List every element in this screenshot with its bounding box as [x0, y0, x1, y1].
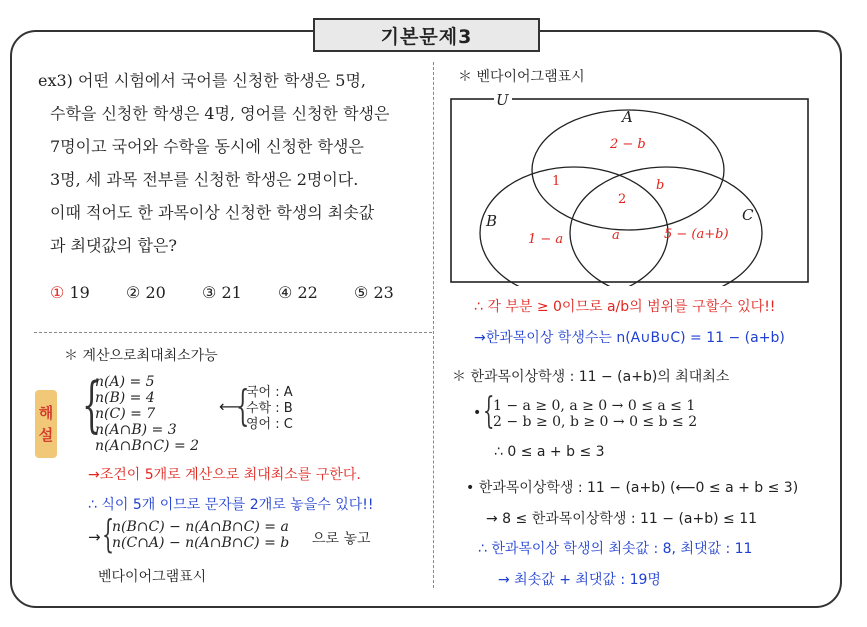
region-c-only: 5 − (a+b) — [664, 227, 729, 242]
venn-diagram — [448, 88, 818, 286]
region-a-b-c: 2 — [618, 192, 627, 207]
note-blue: ∴ 식이 5개 이므로 문자를 2개로 놓을수 있다!! — [88, 497, 374, 513]
venn-heading: ＊ 벤다이어그램표시 — [458, 69, 585, 85]
range-brace: { — [483, 391, 495, 432]
option-1[interactable]: ① 19 — [50, 283, 90, 302]
note-red: →조건이 5개로 계산으로 최대최소를 구한다. — [88, 467, 361, 483]
set-c-label: C — [742, 206, 754, 224]
vertical-divider — [433, 62, 434, 588]
question-line: ex3) 어떤 시험에서 국어를 신청한 학생은 5명, — [38, 71, 366, 90]
question-line: 수학을 신청한 학생은 4명, 영어를 신청한 학생은 — [50, 104, 390, 123]
page-title: 기본문제3 — [313, 18, 540, 52]
sub-brace: { — [102, 512, 115, 556]
bullet: • — [473, 405, 482, 421]
sub-suffix: 으로 놓고 — [312, 531, 371, 547]
min-max-result: ∴ 한과목이상 학생의 최솟값 : 8, 최댓값 : 11 — [478, 541, 753, 557]
horizontal-divider — [34, 332, 432, 333]
set-b-label: B — [486, 212, 498, 230]
mapping-arrow: ⟵ — [219, 397, 242, 416]
option-4[interactable]: ④ 22 — [278, 283, 318, 302]
sub-arrow: → — [88, 528, 101, 546]
range-line: 1 − a ≥ 0, a ≥ 0 → 0 ≤ a ≤ 1 — [493, 398, 696, 414]
condition-system — [95, 374, 199, 454]
question-line: 과 최댓값의 합은? — [50, 236, 177, 255]
condition: n(A∩B∩C) = 2 — [95, 438, 200, 454]
minmax-heading: ＊ 한과목이상학생 : 11 − (a+b)의 최대최소 — [452, 369, 730, 385]
option-5[interactable]: ⑤ 23 — [354, 283, 394, 302]
universe-box — [451, 99, 808, 282]
universe-label: U — [496, 91, 509, 109]
question-line: 7명이고 국어와 수학을 동시에 신청한 학생은 — [50, 137, 364, 156]
sub-equation: n(C∩A) − n(A∩B∩C) = b — [112, 535, 290, 551]
count-inequality: → 8 ≤ 한과목이상학생 : 11 − (a+b) ≤ 11 — [486, 511, 758, 527]
solution-badge: 해 설 — [35, 390, 57, 458]
condition: n(C) = 7 — [95, 406, 156, 422]
count-bound-line: • 한과목이상학생 : 11 − (a+b) (⟵0 ≤ a + b ≤ 3) — [466, 480, 799, 496]
set-a-label: A — [622, 108, 633, 126]
mapping-brace: { — [236, 381, 250, 430]
sub-equation: n(B∩C) − n(A∩B∩C) = a — [112, 519, 289, 535]
question-line: 3명, 세 과목 전부를 신청한 학생은 2명이다. — [50, 170, 359, 189]
mapping-item: 국어 : A — [246, 385, 293, 400]
condition: n(A∩B) = 3 — [95, 422, 177, 438]
option-2[interactable]: ② 20 — [126, 283, 166, 302]
option-3[interactable]: ③ 21 — [202, 283, 242, 302]
mapping-item: 영어 : C — [246, 417, 293, 432]
range-line: 2 − b ≥ 0, b ≥ 0 → 0 ≤ b ≤ 2 — [493, 414, 698, 430]
subject-mapping — [246, 385, 293, 433]
condition: n(A) = 5 — [95, 374, 155, 390]
region-a-b: 1 — [552, 174, 561, 189]
condition: n(B) = 4 — [95, 390, 155, 406]
mapping-item: 수학 : B — [246, 401, 293, 416]
range-note: ∴ 각 부분 ≥ 0이므로 a/b의 범위를 구할수 있다!! — [474, 299, 776, 315]
solution-heading: ＊ 계산으로최대최소가능 — [64, 348, 218, 364]
sum-range: ∴ 0 ≤ a + b ≤ 3 — [494, 444, 605, 460]
region-a-only: 2 − b — [610, 137, 646, 152]
sub-system — [112, 519, 289, 551]
system-brace: { — [82, 370, 102, 440]
venn-caption: 벤다이어그램표시 — [98, 569, 207, 585]
final-answer: → 최솟값 + 최댓값 : 19명 — [498, 572, 661, 588]
range-system — [493, 398, 697, 430]
question-line: 이때 적어도 한 과목이상 신청한 학생의 최솟값 — [50, 203, 375, 222]
region-b-c: a — [612, 228, 620, 243]
region-b-only: 1 − a — [528, 232, 564, 247]
set-b-circle — [480, 167, 668, 286]
region-a-c: b — [656, 178, 665, 193]
union-expression: →한과목이상 학생수는 n(A∪B∪C) = 11 − (a+b) — [474, 330, 785, 346]
